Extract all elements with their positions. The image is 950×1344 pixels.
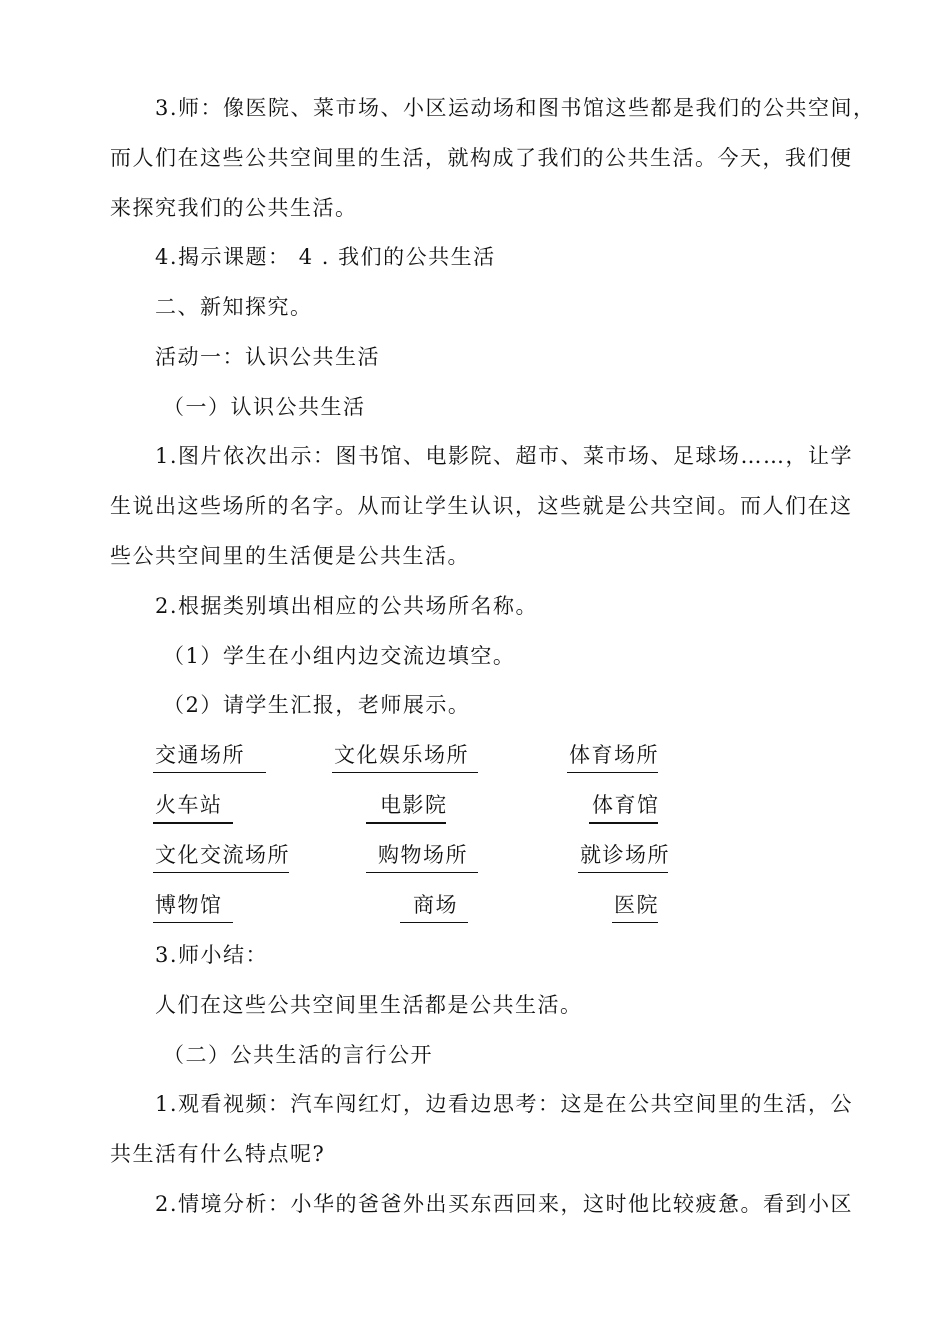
paragraph-3-line-2: 而人们在这些公共空间里的生活，就构成了我们的公共生活。今天，我们便	[110, 146, 853, 170]
table-cell: 就诊场所	[580, 843, 670, 867]
table-cell: 火车站	[155, 793, 223, 817]
item-j2-line-1: 2.情境分析：小华的爸爸外出买东西回来，这时他比较疲惫。看到小区	[155, 1192, 854, 1216]
item-1-line-2: 生说出这些场所的名字。从而让学生认识，这些就是公共空间。而人们在这	[110, 494, 853, 518]
underline	[153, 772, 266, 773]
item-1-line-3: 些公共空间里的生活便是公共生活。	[110, 544, 470, 568]
underline	[153, 872, 289, 873]
subsection-1-heading: （一）认识公共生活	[163, 395, 366, 419]
table-cell: 商场	[413, 893, 458, 917]
table-cell: 电影院	[380, 793, 448, 817]
underline	[567, 772, 658, 773]
underline	[400, 922, 468, 923]
paragraph-3-line-3: 来探究我们的公共生活。	[110, 196, 358, 220]
underline	[366, 872, 478, 873]
underline	[332, 772, 478, 773]
item-j1-line-2: 共生活有什么特点呢?	[110, 1142, 326, 1166]
table-cell: 文化交流场所	[155, 843, 290, 867]
table-cell: 博物馆	[155, 893, 223, 917]
underline	[153, 922, 233, 923]
table-cell: 购物场所	[378, 843, 468, 867]
underline	[578, 872, 668, 873]
section-heading-2: 二、新知探究。	[155, 295, 313, 319]
table-cell: 交通场所	[155, 743, 245, 767]
item-1-line-1: 1.图片依次出示：图书馆、电影院、超市、菜市场、足球场……，让学	[155, 444, 854, 468]
table-cell: 医院	[614, 893, 659, 917]
item-3-teacher-summary: 3.师小结：	[155, 943, 269, 967]
table-cell: 文化娱乐场所	[334, 743, 469, 767]
item-2-sub-2: （2）请学生汇报，老师展示。	[163, 693, 471, 717]
paragraph-3-line-1: 3.师：像医院、菜市场、小区运动场和图书馆这些都是我们的公共空间，	[155, 96, 876, 120]
underline	[366, 822, 446, 824]
underline	[612, 922, 658, 923]
item-2: 2.根据类别填出相应的公共场所名称。	[155, 594, 539, 618]
underline	[153, 822, 233, 824]
activity-1-heading: 活动一：认识公共生活	[155, 345, 380, 369]
item-2-sub-1: （1）学生在小组内边交流边填空。	[163, 644, 516, 668]
table-cell: 体育场所	[569, 743, 659, 767]
table-cell: 体育馆	[592, 793, 660, 817]
subsection-2-heading: （二）公共生活的言行公开	[163, 1043, 433, 1067]
paragraph-4-topic: 4.揭示课题： 4 . 我们的公共生活	[155, 245, 496, 269]
underline	[589, 822, 658, 824]
summary-text: 人们在这些公共空间里生活都是公共生活。	[155, 993, 583, 1017]
item-j1-line-1: 1.观看视频：汽车闯红灯，边看边思考：这是在公共空间里的生活，公	[155, 1092, 854, 1116]
